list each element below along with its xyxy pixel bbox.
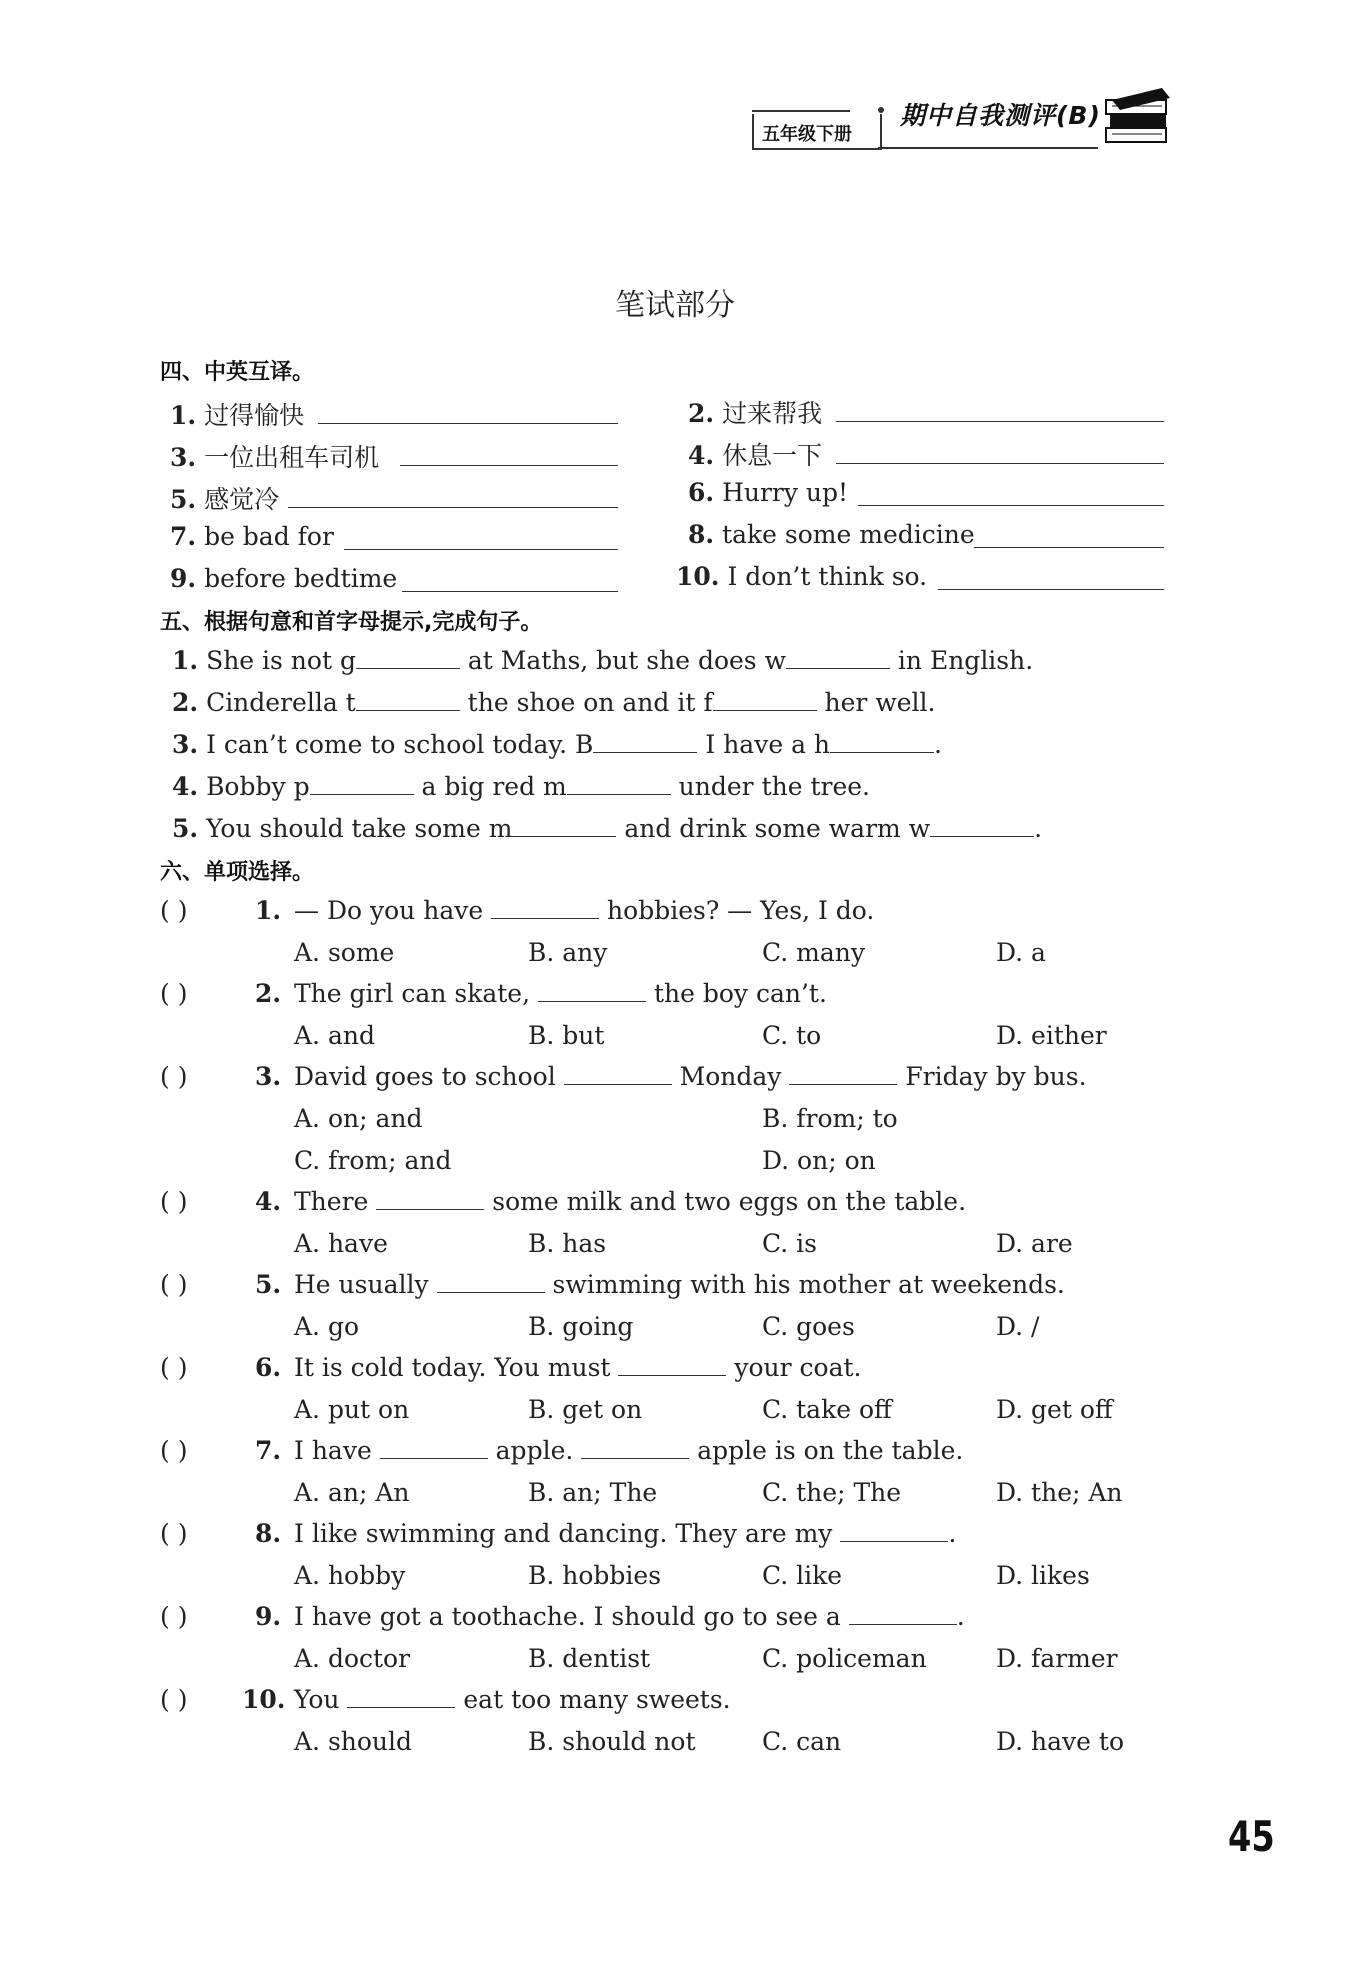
question-text: The girl can skate, the boy can’t.	[294, 979, 827, 1008]
option-d[interactable]: D. the; An	[996, 1478, 1123, 1507]
answer-paren[interactable]: ( )	[160, 1062, 188, 1091]
option-a[interactable]: A. have	[294, 1229, 388, 1258]
option-d[interactable]: D. are	[996, 1229, 1073, 1258]
part5-item-1: 1. She is not g at Maths, but she does w in English.	[172, 646, 1034, 675]
answer-paren[interactable]: ( )	[160, 1187, 188, 1216]
question-text: It is cold today. You must your coat.	[294, 1353, 862, 1382]
header-rule	[752, 110, 850, 112]
header-dot	[878, 107, 884, 113]
question-number: 3.	[255, 1062, 282, 1091]
question-text: — Do you have hobbies? — Yes, I do.	[294, 896, 875, 925]
question-text: He usually swimming with his mother at weekends.	[294, 1270, 1065, 1299]
part4-item-3: 3. 一位出租车司机	[170, 443, 380, 472]
part4-item-7: 7. be bad for	[170, 522, 334, 551]
question-number: 4.	[255, 1187, 282, 1216]
answer-blank[interactable]	[567, 772, 671, 795]
header-underline	[878, 147, 1098, 149]
option-b[interactable]: B. dentist	[528, 1644, 651, 1673]
question-text: David goes to school Monday Friday by bus.	[294, 1062, 1087, 1091]
option-a[interactable]: A. put on	[294, 1395, 410, 1424]
option-b[interactable]: B. any	[528, 938, 608, 967]
answer-blank[interactable]	[310, 772, 414, 795]
books-icon	[1102, 84, 1172, 146]
answer-blank[interactable]	[538, 979, 646, 1002]
answer-blank[interactable]	[356, 646, 460, 669]
option-c[interactable]: C. policeman	[762, 1644, 927, 1673]
option-d[interactable]: D. get off	[996, 1395, 1113, 1424]
answer-blank[interactable]	[318, 398, 618, 424]
option-b[interactable]: B. has	[528, 1229, 607, 1258]
option-b[interactable]: B. going	[528, 1312, 634, 1341]
answer-blank[interactable]	[581, 1436, 689, 1459]
answer-blank[interactable]	[376, 1187, 484, 1210]
answer-blank[interactable]	[618, 1353, 726, 1376]
option-d[interactable]: D. farmer	[996, 1644, 1118, 1673]
question-text: There some milk and two eggs on the table.	[294, 1187, 967, 1216]
answer-blank[interactable]	[938, 564, 1164, 590]
answer-blank[interactable]	[347, 1685, 455, 1708]
option-a[interactable]: A. go	[294, 1312, 360, 1341]
answer-blank[interactable]	[564, 1062, 672, 1085]
question-number: 2.	[255, 979, 282, 1008]
question-number: 9.	[255, 1602, 282, 1631]
answer-blank[interactable]	[491, 896, 599, 919]
option-a[interactable]: A. an; An	[294, 1478, 410, 1507]
option-a[interactable]: A. some	[294, 938, 395, 967]
header-grade: 五年级下册	[762, 124, 852, 145]
answer-blank[interactable]	[344, 524, 618, 550]
part4-item-2: 2. 过来帮我	[688, 399, 823, 428]
answer-blank[interactable]	[930, 814, 1034, 837]
answer-blank[interactable]	[974, 522, 1164, 548]
question-number: 6.	[255, 1353, 282, 1382]
part5-item-5: 5. You should take some m and drink some warm w .	[172, 814, 1043, 843]
question-number: 5.	[255, 1270, 282, 1299]
answer-paren[interactable]: ( )	[160, 1270, 188, 1299]
option-c[interactable]: C. from; and	[294, 1146, 452, 1175]
question-number: 8.	[255, 1519, 282, 1548]
option-b[interactable]: B. but	[528, 1021, 605, 1050]
option-c[interactable]: C. like	[762, 1561, 843, 1590]
option-a[interactable]: A. doctor	[294, 1644, 411, 1673]
answer-blank[interactable]	[836, 396, 1164, 422]
option-b[interactable]: B. hobbies	[528, 1561, 662, 1590]
answer-paren[interactable]: ( )	[160, 1353, 188, 1382]
part5-item-2: 2. Cinderella t the shoe on and it f her well.	[172, 688, 936, 717]
answer-paren[interactable]: ( )	[160, 896, 188, 925]
option-c[interactable]: C. is	[762, 1229, 817, 1258]
part4-item-10: 10. I don’t think so.	[676, 562, 928, 591]
answer-blank[interactable]	[713, 688, 817, 711]
part4-item-8: 8. take some medicine	[688, 520, 975, 549]
question-text: I have got a toothache. I should go to see a .	[294, 1602, 965, 1631]
answer-blank[interactable]	[288, 482, 618, 508]
part4-heading: 四、中英互译。	[160, 360, 315, 385]
question-number: 10.	[242, 1685, 286, 1714]
question-number: 1.	[255, 896, 282, 925]
option-d[interactable]: D. have to	[996, 1727, 1125, 1756]
option-d[interactable]: D. either	[996, 1021, 1107, 1050]
answer-blank[interactable]	[437, 1270, 545, 1293]
answer-blank[interactable]	[786, 646, 890, 669]
option-c[interactable]: C. take off	[762, 1395, 892, 1424]
part4-item-4: 4. 休息一下	[688, 441, 823, 470]
answer-blank[interactable]	[858, 480, 1164, 506]
option-a[interactable]: A. should	[294, 1727, 413, 1756]
section-title: 笔试部分	[615, 288, 735, 323]
answer-blank[interactable]	[593, 730, 697, 753]
answer-paren[interactable]: ( )	[160, 1519, 188, 1548]
answer-paren[interactable]: ( )	[160, 1436, 188, 1465]
part6-heading: 六、单项选择。	[160, 860, 315, 885]
option-b[interactable]: B. should not	[528, 1727, 696, 1756]
answer-blank[interactable]	[840, 1519, 948, 1542]
option-d[interactable]: D. /	[996, 1312, 1040, 1341]
answer-blank[interactable]	[402, 566, 618, 592]
question-number: 7.	[255, 1436, 282, 1465]
option-d[interactable]: D. likes	[996, 1561, 1090, 1590]
answer-blank[interactable]	[849, 1602, 957, 1625]
part4-item-6: 6. Hurry up!	[688, 478, 849, 507]
option-c[interactable]: C. many	[762, 938, 865, 967]
question-text: I like swimming and dancing. They are my .	[294, 1519, 957, 1548]
answer-blank[interactable]	[512, 814, 616, 837]
answer-blank[interactable]	[836, 438, 1164, 464]
answer-blank[interactable]	[830, 730, 934, 753]
part5-item-3: 3. I can’t come to school today. B I have a h .	[172, 730, 942, 759]
option-d[interactable]: D. on; on	[762, 1146, 876, 1175]
answer-blank[interactable]	[380, 1436, 488, 1459]
part5-heading: 五、根据句意和首字母提示,完成句子。	[160, 610, 543, 635]
answer-blank[interactable]	[789, 1062, 897, 1085]
option-a[interactable]: A. hobby	[294, 1561, 406, 1590]
option-b[interactable]: B. from; to	[762, 1104, 898, 1133]
option-a[interactable]: A. and	[294, 1021, 375, 1050]
answer-paren[interactable]: ( )	[160, 1685, 188, 1714]
option-c[interactable]: C. the; The	[762, 1478, 902, 1507]
option-d[interactable]: D. a	[996, 938, 1046, 967]
part4-item-9: 9. before bedtime	[170, 564, 398, 593]
option-c[interactable]: C. to	[762, 1021, 822, 1050]
option-b[interactable]: B. an; The	[528, 1478, 658, 1507]
question-text: I have apple. apple is on the table.	[294, 1436, 964, 1465]
option-c[interactable]: C. can	[762, 1727, 842, 1756]
option-c[interactable]: C. goes	[762, 1312, 855, 1341]
question-text: You eat too many sweets.	[294, 1685, 731, 1714]
option-b[interactable]: B. get on	[528, 1395, 643, 1424]
answer-paren[interactable]: ( )	[160, 979, 188, 1008]
option-a[interactable]: A. on; and	[294, 1104, 423, 1133]
part5-item-4: 4. Bobby p a big red m under the tree.	[172, 772, 871, 801]
answer-blank[interactable]	[356, 688, 460, 711]
answer-paren[interactable]: ( )	[160, 1602, 188, 1631]
part4-item-5: 5. 感觉冷	[170, 485, 280, 514]
header-title: 期中自我测评(B)	[900, 101, 1101, 130]
page-number: 45	[1228, 1812, 1275, 1861]
part4-item-1: 1. 过得愉快	[170, 401, 305, 430]
answer-blank[interactable]	[400, 440, 618, 466]
